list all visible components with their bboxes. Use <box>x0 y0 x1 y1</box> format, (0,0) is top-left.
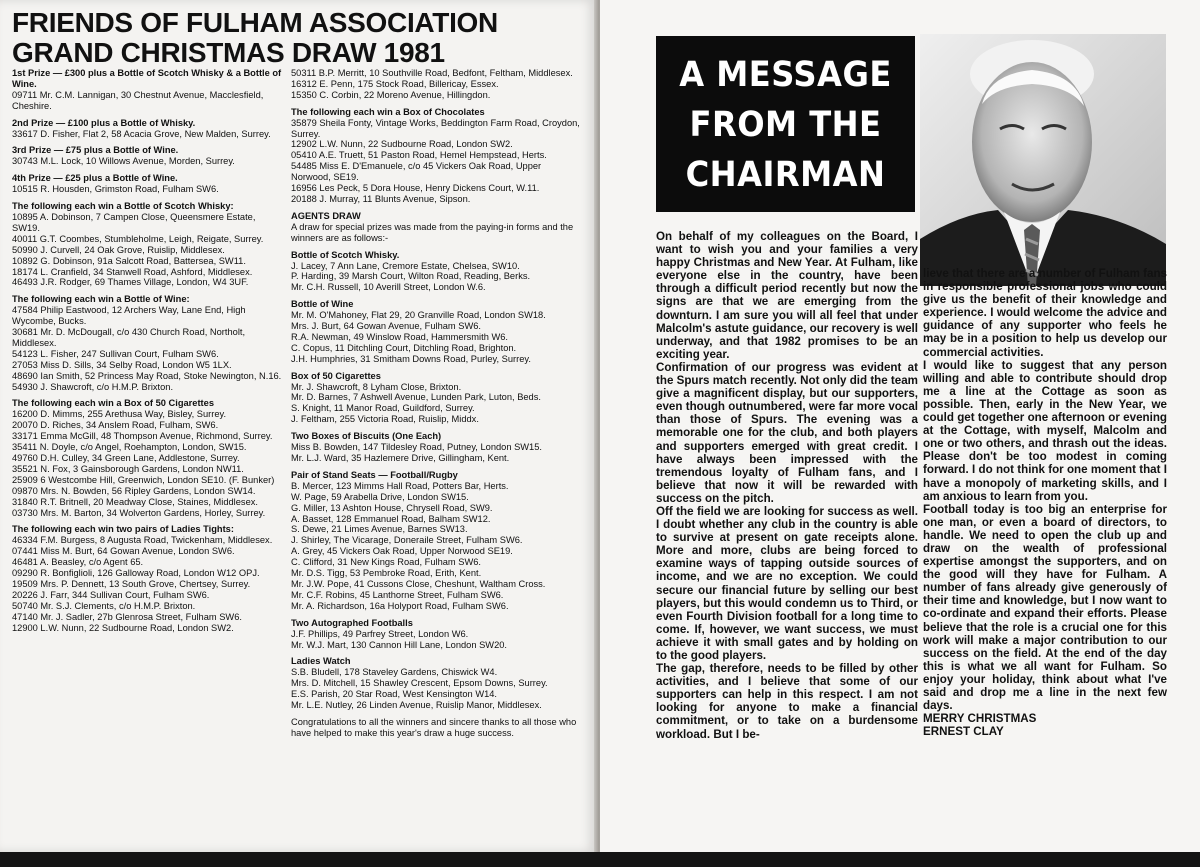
headline-line-1: A MESSAGE <box>679 55 892 95</box>
winner-entry: 20226 J. Farr, 344 Sullivan Court, Fulham SW6. <box>12 589 210 600</box>
winner-entry: R.A. Newman, 49 Winslow Road, Hammersmith W6. <box>291 331 508 342</box>
prize-group <box>12 201 282 288</box>
winner-entry: 12900 L.W. Nunn, 22 Sudbourne Road, London SW2. <box>12 622 234 633</box>
prize-heading: The following each win two pairs of Ladies Tights: <box>12 524 234 535</box>
message-paragraph: ERNEST CLAY <box>923 725 1004 739</box>
prize-group <box>291 211 581 244</box>
winner-entry: 20188 J. Murray, 11 Blunts Avenue, Sipson. <box>291 193 471 204</box>
winner-entry: Mr. D.S. Tigg, 53 Pembroke Road, Erith, Kent. <box>291 568 482 579</box>
prize-heading: 3rd Prize — £75 plus a Bottle of Wine. <box>12 145 179 156</box>
message-paragraph: MERRY CHRISTMAS <box>923 712 1037 726</box>
prize-group <box>12 145 282 167</box>
winner-entry: 50990 J. Curvell, 24 Oak Grove, Ruislip, Middlesex. <box>12 244 225 255</box>
winner-entry: 50740 Mr. S.J. Clements, c/o H.M.P. Brixton. <box>12 600 196 611</box>
prize-heading: The following each win a Box of 50 Cigarettes <box>12 398 214 409</box>
prize-group <box>291 470 581 612</box>
winner-entry: 10895 A. Dobinson, 7 Campen Close, Queensmere Estate, SW19. <box>12 211 256 233</box>
winner-entry: 48690 Ian Smith, 52 Princess May Road, Stoke Newington, N.16. <box>12 370 282 381</box>
winner-entry: 03730 Mrs. M. Barton, 34 Wolverton Gardens, Horley, Surrey. <box>12 507 266 518</box>
winner-entry: 16312 E. Penn, 175 Stock Road, Billericay, Essex. <box>291 78 499 89</box>
prize-heading: Ladies Watch <box>291 656 351 667</box>
winner-entry: 25909 6 Westcombe Hill, Greenwich, London SE10. (F. Bunker) <box>12 474 275 485</box>
winner-entry: 33617 D. Fisher, Flat 2, 58 Acacia Grove, New Malden, Surrey. <box>12 128 271 139</box>
winner-entry: 54930 J. Shawcroft, c/o H.M.P. Brixton. <box>12 381 174 392</box>
prize-group <box>12 398 282 518</box>
headline-line-3: CHAIRMAN <box>685 155 886 195</box>
winner-entry: Mr. D. Barnes, 7 Ashwell Avenue, Lunden Park, Luton, Beds. <box>291 392 541 403</box>
chairman-portrait-image <box>920 34 1166 286</box>
winner-entry: 54123 L. Fisher, 247 Sullivan Court, Fulham SW6. <box>12 348 219 359</box>
draw-title-line-1: FRIENDS OF FULHAM ASSOCIATION <box>12 7 498 38</box>
message-paragraph: Confirmation of our progress was evident at the Spurs match recently. Not only did the team give a magnificent display, but our supporters, even though outnumbered, were far more vocal than those of Spurs. The evening was a memorable one for the club, and both players and supporters emerged with great credit. I have always been impressed with the tremendous loyalty of Fulham fans, and I believe that now it will be rewarded with success on the pitch. <box>656 360 918 505</box>
chairman-message-column-2 <box>923 267 1167 738</box>
winner-entry: 09711 Mr. C.M. Lannigan, 30 Chestnut Avenue, Macclesfield, Cheshire. <box>12 89 264 111</box>
prize-group <box>291 717 581 739</box>
prize-group <box>291 299 581 364</box>
prize-heading: The following each win a Box of Chocolates <box>291 106 485 117</box>
draw-title-line-2: GRAND CHRISTMAS DRAW 1981 <box>12 37 445 68</box>
winner-entry: 35879 Sheila Fonty, Vintage Works, Beddington Farm Road, Croydon, Surrey. <box>291 117 580 139</box>
winner-entry: J.H. Humphries, 31 Smitham Downs Road, Purley, Surrey. <box>291 353 531 364</box>
prize-group <box>291 250 581 294</box>
winner-entry: 33171 Emma McGill, 48 Thompson Avenue, Richmond, Surrey. <box>12 431 273 442</box>
winner-entry: 31840 R.T. Britnell, 20 Meadway Close, Staines, Middlesex. <box>12 496 258 507</box>
prize-group <box>291 371 581 426</box>
winner-entry: C. Copus, 11 Ditchling Court, Ditchling Road, Brighton. <box>291 342 517 353</box>
winner-entry: B. Mercer, 123 Mimms Hall Road, Potters Bar, Herts. <box>291 480 509 491</box>
prize-group <box>291 618 581 651</box>
winner-entry: 19509 Mrs. P. Dennett, 13 South Grove, Chertsey, Surrey. <box>12 578 251 589</box>
prize-group <box>12 524 282 633</box>
chairman-message-column-1 <box>656 230 918 741</box>
winner-entry: 47140 Mr. J. Sadler, 27b Glenrosa Street, Fulham SW6. <box>12 611 242 622</box>
winner-entry: S. Knight, 11 Manor Road, Guildford, Surrey. <box>291 403 475 414</box>
bottom-dark-strip <box>0 852 1200 867</box>
winner-entry: 46493 J.R. Rodger, 69 Thames Village, London, W4 3UF. <box>12 277 249 288</box>
prize-group <box>12 118 282 140</box>
winner-entry: 15350 C. Corbin, 22 Moreno Avenue, Hillingdon. <box>291 89 491 100</box>
prize-heading: Two Boxes of Biscuits (One Each) <box>291 431 442 442</box>
winner-entry: E.S. Parish, 20 Star Road, West Kensington W14. <box>291 689 498 700</box>
winner-entry: S. Dewe, 21 Limes Avenue, Barnes SW13. <box>291 524 468 535</box>
prize-heading: 4th Prize — £25 plus a Bottle of Wine. <box>12 173 178 184</box>
winner-entry: 46481 A. Beasley, c/o Agent 65. <box>12 557 144 568</box>
winner-entry: J. Lacey, 7 Ann Lane, Cremore Estate, Chelsea, SW10. <box>291 260 520 271</box>
winner-entry: 49760 D.H. Culley, 34 Green Lane, Addlestone, Surrey. <box>12 453 240 463</box>
prize-heading: The following each win a Bottle of Wine: <box>12 294 190 305</box>
message-paragraph: The gap, therefore, needs to be filled by other activities, and I believe that some of our supporters can help in this respect. I am not looking for anyone to make a financial commitment, or to take on a burdensome workload. But I be- <box>656 662 918 741</box>
winner-entry: J.F. Phillips, 49 Parfrey Street, London W6. <box>291 628 469 639</box>
winner-entry: Mrs. D. Mitchell, 15 Shawley Crescent, Epsom Downs, Surrey. <box>291 678 548 689</box>
winner-entry: C. Clifford, 31 New Kings Road, Fulham SW6. <box>291 557 481 568</box>
winner-entry: 40011 G.T. Coombes, Stumbleholme, Leigh, Reigate, Surrey. <box>12 233 264 244</box>
message-paragraph: Off the field we are looking for success as well. I doubt whether any club in the country is able to survive at present on gate receipts alone. More and more, clubs are being forced to examine ways of tapping outside sources of income, and we are no exception. We could secure our financial future by selling our best players, but this would condemn us to Third, or even Fourth Division football for a long time to come. If, however, we want success, we must achieve it with small gates and by holding on to the good players. <box>656 504 918 662</box>
winner-entry: 09870 Mrs. N. Bowden, 56 Ripley Gardens, London SW14. <box>12 485 256 496</box>
prize-heading: Bottle of Scotch Whisky. <box>291 249 400 260</box>
winner-entry: Mr. J.W. Pope, 41 Cussons Close, Cheshunt, Waltham Cross. <box>291 578 546 589</box>
prize-heading: 2nd Prize — £100 plus a Bottle of Whisky. <box>12 117 196 128</box>
prize-heading: Box of 50 Cigarettes <box>291 370 381 381</box>
winner-entry: Mr. C.H. Russell, 10 Averill Street, London W.6. <box>291 282 486 293</box>
prize-group <box>12 294 282 392</box>
winner-entry: 05410 A.E. Truett, 51 Paston Road, Hemel Hempstead, Herts. <box>291 150 547 161</box>
winner-entry: Congratulations to all the winners and sincere thanks to all those who have helped to make this year's draw a huge success. <box>291 716 577 738</box>
winner-entry: 27053 Miss D. Sills, 34 Selby Road, London W5 1LX. <box>12 359 232 370</box>
left-page <box>0 0 596 852</box>
winner-entry: 35411 N. Doyle, c/o Angel, Roehampton, London, SW15. <box>12 442 247 453</box>
winner-entry: 07441 Miss M. Burt, 64 Gowan Avenue, London SW6. <box>12 546 235 557</box>
winner-entry: S.B. Bludell, 178 Staveley Gardens, Chiswick W4. <box>291 667 498 678</box>
winner-entry: Mr. J. Shawcroft, 8 Lyham Close, Brixton. <box>291 381 462 392</box>
winner-entry: 47584 Philip Eastwood, 12 Archers Way, Lane End, High Wycombe, Bucks. <box>12 305 246 327</box>
prize-heading: Two Autographed Footballs <box>291 617 413 628</box>
winner-entry: Mrs. J. Burt, 64 Gowan Avenue, Fulham SW6. <box>291 321 481 332</box>
winner-entry: 16200 D. Mimms, 255 Arethusa Way, Bisley, Surrey. <box>12 409 227 420</box>
winner-entry: A draw for special prizes was made from the paying-in forms and the winners are as follows:- <box>291 221 574 243</box>
prize-group <box>291 431 581 464</box>
prize-heading: AGENTS DRAW <box>291 210 361 221</box>
winner-entry: Mr. L.J. Ward, 35 Hazlemere Drive, Gillingham, Kent. <box>291 453 510 463</box>
prize-heading: The following each win a Bottle of Scotch Whisky: <box>12 201 234 212</box>
winner-entry: Mr. C.F. Robins, 45 Lanthorne Street, Fulham SW6. <box>291 589 504 600</box>
winner-entry: W. Page, 59 Arabella Drive, London SW15. <box>291 491 469 502</box>
message-paragraph: lieve that there are a number of Fulham fans in responsible professional jobs who could give us the benefit of their knowledge and experience. I would welcome the advice and guidance of any supporter who feels he may be in a position to help us develop our commercial activities. <box>923 267 1167 359</box>
winner-entry: A. Basset, 128 Emmanuel Road, Balham SW12. <box>291 513 491 524</box>
winner-entry: 09290 R. Bonfiglioli, 126 Galloway Road, London W12 OPJ. <box>12 568 260 579</box>
winner-entry: 10515 R. Housden, Grimston Road, Fulham SW6. <box>12 184 219 195</box>
draw-title <box>12 8 582 68</box>
winner-entry: J. Shirley, The Vicarage, Doneraile Street, Fulham SW6. <box>291 535 523 546</box>
prize-group <box>12 68 282 112</box>
winner-entry: 18174 L. Cranfield, 34 Stanwell Road, Ashford, Middlesex. <box>12 266 253 277</box>
prize-group <box>12 173 282 195</box>
winner-entry: 20070 D. Riches, 34 Anslem Road, Fulham, SW6. <box>12 420 219 431</box>
winner-entry: 35521 N. Fox, 3 Gainsborough Gardens, London NW11. <box>12 463 244 474</box>
winner-entry: A. Grey, 45 Vickers Oak Road, Upper Norwood SE19. <box>291 546 513 557</box>
winner-entry: Mr. M. O'Mahoney, Flat 29, 20 Granville Road, London SW18. <box>291 310 546 321</box>
winner-entry: G. Miller, 13 Ashton House, Chrysell Road, SW9. <box>291 502 493 513</box>
winner-entry: 16956 Les Peck, 5 Dora House, Henry Dickens Court, W.11. <box>291 183 540 194</box>
prize-heading: 1st Prize — £300 plus a Bottle of Scotch Whisky & a Bottle of Wine. <box>12 68 282 89</box>
winners-column-1 <box>12 68 282 640</box>
winner-entry: 30681 Mr. D. McDougall, c/o 430 Church Road, Northolt, Middlesex. <box>12 327 246 348</box>
chairman-photo <box>920 34 1166 286</box>
prize-group <box>291 107 581 205</box>
headline-line-2: FROM THE <box>689 105 882 145</box>
winner-entry: Mr. W.J. Mart, 130 Cannon Hill Lane, London SW20. <box>291 639 508 650</box>
winners-column-2 <box>291 68 581 745</box>
prize-heading: Bottle of Wine <box>291 299 354 310</box>
winner-entry: 10892 G. Dobinson, 91a Salcott Road, Battersea, SW11. <box>12 255 246 266</box>
winner-entry: 46334 F.M. Burgess, 8 Augusta Road, Twickenham, Middlesex. <box>12 535 273 546</box>
winner-entry: 12902 L.W. Nunn, 22 Sudbourne Road, London SW2. <box>291 139 513 150</box>
winner-entry: 50311 B.P. Merritt, 10 Southville Road, Bedfont, Feltham, Middlesex. <box>291 68 573 78</box>
prize-group <box>291 68 581 101</box>
winner-entry: Miss B. Bowden, 147 Tildesley Road, Putney, London SW15. <box>291 442 542 453</box>
winner-entry: 30743 M.L. Lock, 10 Willows Avenue, Morden, Surrey. <box>12 156 235 167</box>
winner-entry: Mr. L.E. Nutley, 26 Linden Avenue, Ruislip Manor, Middlesex. <box>291 700 542 711</box>
message-paragraph: Football today is too big an enterprise for one man, or even a board of directors, to handle. We need to open the club up and draw on the wealth of professional expertise amongst the supporters, and on the good will they have for Fulham. A number of fans already give generously of their time and knowledge, but I now want to co-ordinate and expand their efforts. Please believe that the role is a crucial one for this work will make a major contribution to our success on the field. At the end of the day this is what we all want for Fulham. So enjoy your holiday, think about what I've said and drop me a line in the next few days. <box>923 502 1167 713</box>
prize-group <box>291 656 581 711</box>
chairman-headline-box <box>656 36 915 212</box>
message-paragraph: On behalf of my colleagues on the Board, I want to wish you and your families a very happy Christmas and New Year. At Fulham, like everyone else in the country, have been through a difficult period recently but now the signs are that we are emerging from the downturn. I am sure you will all feel that under Malcolm's astute guidance, our recovery is well underway, and that 1982 promises to be an exciting year. <box>656 230 918 361</box>
winner-entry: 54485 Miss E. D'Emanuele, c/o 45 Vickers Oak Road, Upper Norwood, SE19. <box>291 161 542 183</box>
message-paragraph: I would like to suggest that any person willing and able to contribute should drop me a line at the Cottage as soon as possible. Then, early in the New Year, we could get together one afternoon or evening at the Cottage, with myself, Malcolm and one or two others, and thrash out the ideas. Please don't be too modest in coming forward. I do not think for one moment that I have a monopoly of marketing skills, and I am anxious to learn from you. <box>923 358 1167 503</box>
winner-entry: J. Feltham, 255 Victoria Road, Ruislip, Middx. <box>291 414 479 425</box>
winner-entry: P. Harding, 39 Marsh Court, Wilton Road, Reading, Berks. <box>291 271 531 282</box>
prize-heading: Pair of Stand Seats — Football/Rugby <box>291 469 458 480</box>
winner-entry: Mr. A. Richardson, 16a Holyport Road, Fulham SW6. <box>291 600 509 611</box>
